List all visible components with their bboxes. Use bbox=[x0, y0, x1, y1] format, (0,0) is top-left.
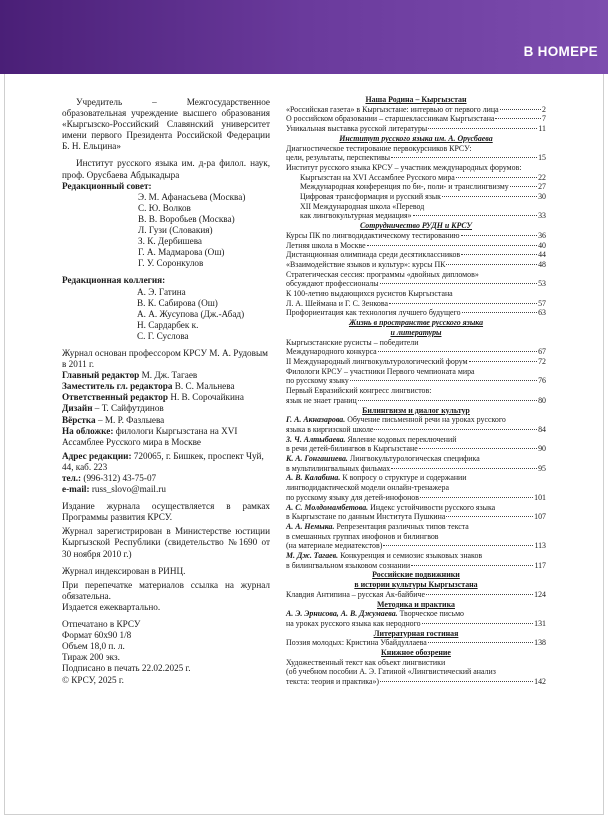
toc-entry[interactable] bbox=[286, 279, 546, 289]
toc-page-number: 131 bbox=[534, 618, 546, 628]
toc-author: З. Ч. Алтыбаева. bbox=[286, 434, 346, 444]
toc-entry-title: Кыргызстанские русисты – победители bbox=[286, 337, 419, 347]
toc-entry-title: Уникальная выставка русской литературы bbox=[286, 124, 428, 134]
phone bbox=[62, 473, 270, 484]
toc-entry-title-line: Лингвокультурологическая специфика bbox=[349, 454, 480, 464]
toc-author: М. Дж. Тагаев. bbox=[286, 551, 339, 561]
toc-entry[interactable] bbox=[286, 182, 546, 192]
toc-entry-title bbox=[286, 415, 546, 425]
email-value: russ_slovo@mail.ru bbox=[91, 484, 166, 495]
toc-page-number: 67 bbox=[538, 347, 546, 357]
phone-label: тел.: bbox=[62, 473, 82, 483]
toc-page-number: 72 bbox=[538, 356, 546, 366]
council-heading: Редакционный совет: bbox=[62, 180, 152, 191]
email-label: e-mail: bbox=[62, 484, 90, 495]
toc-entry[interactable] bbox=[286, 493, 546, 503]
toc-entry-title: Дистанционная олимпиада среди десятиклассников bbox=[286, 250, 461, 260]
toc-entry[interactable] bbox=[286, 124, 546, 134]
toc-page-number: 15 bbox=[538, 153, 546, 163]
toc-section-heading bbox=[286, 318, 546, 337]
toc-entry-title bbox=[286, 503, 546, 513]
toc-entry[interactable] bbox=[286, 677, 546, 687]
toc-page-number: 30 bbox=[538, 192, 546, 202]
toc-entry-title-line: К вопросу о структуре и содержании bbox=[342, 473, 467, 483]
toc-entry[interactable] bbox=[286, 211, 546, 221]
toc-section-heading: Институт русского языка им. А. Орусбаева bbox=[339, 133, 493, 143]
cover-value: филологи Кыргызстана на XVI Ассамблее Русского мира в Москве bbox=[62, 425, 238, 447]
toc-entry[interactable] bbox=[286, 619, 546, 629]
toc-entry-title: Л. А. Шеймана и Г. С. Зенкова bbox=[286, 298, 388, 308]
toc-entry-title: обсуждают профессионалы bbox=[286, 279, 379, 289]
toc-section-heading-line: Жизнь в пространстве русского языка bbox=[348, 318, 484, 328]
quarterly-text: Издается ежеквартально. bbox=[62, 601, 161, 612]
board-member: В. К. Сабирова (Ош) bbox=[137, 297, 218, 308]
responsible-editor bbox=[62, 392, 270, 403]
toc-entry-title: как лингвокультурная медиация» bbox=[300, 211, 412, 221]
imprint-line: Подписано в печать 22.02.2025 г. bbox=[62, 663, 191, 674]
toc-entry-title: Стратегическая сессия: программы «двойных дипломов» bbox=[286, 269, 479, 279]
toc-author: А. С. Молдомамбетова. bbox=[286, 502, 369, 512]
toc-section-heading bbox=[286, 570, 546, 589]
toc-section-heading-line: в истории культуры Кыргызстана bbox=[354, 580, 478, 590]
toc-section-heading-line: Российские подвижники bbox=[372, 570, 460, 580]
toc-entry-title-line: Обучение письменной речи на уроках русского bbox=[347, 415, 506, 425]
toc-entry-title: «Взаимодействие языков и культур»: курсы ПК bbox=[286, 259, 446, 269]
table-of-contents bbox=[286, 95, 546, 687]
toc-entry-title: Клавдия Антипина – русская Ак-байбиче bbox=[286, 589, 425, 599]
reprint-text: При перепечатке материалов ссылка на журнал обязательна. bbox=[62, 579, 270, 601]
board-member: А. А. Жусупова (Дж.-Абад) bbox=[137, 308, 245, 319]
toc-entry[interactable] bbox=[286, 396, 546, 406]
toc-page-number: 22 bbox=[538, 172, 546, 182]
toc-entry-title-line: Репрезентация различных типов текста bbox=[336, 521, 469, 531]
address-label: Адрес редакции: bbox=[62, 450, 132, 461]
section-title: В НОМЕРЕ bbox=[523, 44, 598, 59]
toc-entry-title: II Международный лингвокультурологический форум bbox=[286, 356, 468, 366]
toc-entry[interactable] bbox=[286, 192, 546, 202]
toc-entry[interactable] bbox=[286, 512, 546, 522]
phone-value: (996-312) 43-75-07 bbox=[83, 473, 157, 483]
toc-entry-title: в билингвальном языковом сознании bbox=[286, 560, 411, 570]
toc-entry-title: на уроках русского языка как неродного bbox=[286, 618, 421, 628]
toc-entry[interactable] bbox=[286, 308, 546, 318]
toc-page-number: 40 bbox=[538, 240, 546, 250]
toc-section-heading: Билингвизм и диалог культур bbox=[362, 405, 470, 415]
board-member: С. Г. Суслова bbox=[137, 330, 189, 341]
toc-section-heading: Наша Родина – Кыргызстан bbox=[365, 95, 467, 104]
council-member: С. Ю. Волков bbox=[138, 202, 191, 213]
toc-entry[interactable] bbox=[286, 541, 546, 551]
toc-entry-title bbox=[286, 454, 546, 464]
toc-page-number: 84 bbox=[538, 424, 546, 434]
council-member: Г. У. Соронкулов bbox=[138, 258, 204, 269]
toc-author: А. А. Немыка. bbox=[286, 521, 335, 531]
toc-entry-title-line: Индекс устойчивости русского языка bbox=[370, 502, 496, 512]
chief-editor bbox=[62, 370, 270, 381]
toc-entry[interactable] bbox=[286, 347, 546, 357]
toc-entry[interactable] bbox=[286, 105, 546, 115]
toc-page-number: 11 bbox=[538, 124, 546, 134]
toc-page-number: 27 bbox=[538, 182, 546, 192]
responsible-editor-value: Н. В. Сорочайкина bbox=[170, 392, 244, 403]
toc-entry-title: языка в киргизской школе bbox=[286, 424, 374, 434]
toc-entry[interactable] bbox=[286, 231, 546, 241]
toc-page-number: 57 bbox=[538, 298, 546, 308]
toc-entry-title: в смешанных группах инофонов и билингвов bbox=[286, 531, 439, 541]
layout-label: Вёрстка bbox=[62, 414, 96, 425]
toc-page-number: 48 bbox=[538, 259, 546, 269]
toc-section-heading: Книжное обозрение bbox=[381, 648, 451, 658]
header-banner bbox=[0, 0, 608, 74]
toc-entry-title: Диагностическое тестирование первокурсников КРСУ: bbox=[286, 143, 472, 153]
toc-page-number: 124 bbox=[534, 589, 546, 599]
toc-entry[interactable] bbox=[286, 260, 546, 270]
responsible-editor-label: Ответственный редактор bbox=[62, 392, 169, 403]
toc-author: Г. А. Акназарова. bbox=[286, 415, 346, 425]
toc-page-number: 63 bbox=[538, 308, 546, 318]
toc-entry-title: лингводидактической модели онлайн-тренажера bbox=[286, 483, 449, 493]
toc-page-number: 7 bbox=[542, 114, 546, 124]
toc-entry[interactable] bbox=[286, 376, 546, 386]
toc-entry[interactable] bbox=[286, 114, 546, 124]
founded-text: Журнал основан профессором КРСУ М. А. Рудовым в 2011 г. bbox=[62, 347, 268, 370]
deputy-editor bbox=[62, 381, 270, 392]
toc-entry-title: Международная конференция по би-, поли- и транслингвизму bbox=[300, 182, 509, 192]
toc-entry-title bbox=[286, 551, 546, 561]
toc-entry[interactable] bbox=[286, 638, 546, 648]
toc-author: К. А. Гонгашиева. bbox=[286, 454, 348, 464]
toc-section-heading-line: и литературы bbox=[390, 327, 442, 337]
registration-text: Журнал зарегистрирован в Министерстве юстиции Кыргызской Республики (свидетельство №1690 от 30 ноября 2010 г.) bbox=[62, 526, 270, 559]
toc-entry-title bbox=[286, 609, 546, 619]
rinc-text: Журнал индексирован в РИНЦ. bbox=[62, 565, 186, 576]
toc-page-number: 113 bbox=[534, 541, 546, 551]
toc-entry-title: по русскому языку bbox=[286, 376, 349, 386]
toc-section-heading: Методика и практика bbox=[377, 599, 455, 609]
toc-entry-title: Цифровая трансформация и русский язык bbox=[300, 192, 441, 202]
council-member: З. К. Дербишева bbox=[138, 236, 203, 247]
toc-section-heading: Сотрудничество РУДН и КРСУ bbox=[359, 221, 473, 231]
toc-entry-title: текста: теория и практика») bbox=[286, 677, 380, 687]
toc-entry-title: XII Международная школа «Перевод bbox=[300, 201, 425, 211]
address bbox=[62, 451, 270, 473]
toc-entry[interactable] bbox=[286, 299, 546, 309]
imprint-line: Тираж 200 экз. bbox=[62, 652, 120, 663]
address-value: 720065, г. Бишкек, проспект Чуй, 44, каб. 223 bbox=[62, 450, 264, 472]
imprint-line: Отпечатано в КРСУ bbox=[62, 619, 141, 630]
toc-section-heading: Литературная гостиная bbox=[373, 628, 459, 638]
toc-entry-title: цели, результаты, перспективы bbox=[286, 153, 391, 163]
toc-entry-title: (об учебном пособии А. Э. Гатиной «Лингвистический анализ bbox=[286, 667, 496, 677]
toc-entry-title: в мультилингвальных фильмах bbox=[286, 463, 391, 473]
imprint-line: Формат 60x90 1/8 bbox=[62, 630, 132, 641]
toc-entry[interactable] bbox=[286, 357, 546, 367]
toc-entry[interactable] bbox=[286, 464, 546, 474]
toc-entry-title: Летняя школа в Москве bbox=[286, 240, 366, 250]
design-credit bbox=[62, 403, 270, 414]
chief-editor-label: Главный редактор bbox=[62, 370, 140, 381]
toc-author: А. В. Калабина. bbox=[286, 473, 341, 483]
toc-page-number: 80 bbox=[538, 395, 546, 405]
layout-credit bbox=[62, 415, 270, 426]
copyright: © КРСУ, 2025 г. bbox=[62, 674, 124, 685]
toc-entry-title: Кыргызстан на XVI Ассамблее Русского мира bbox=[300, 172, 455, 182]
board-member: А. Э. Гатина bbox=[137, 286, 186, 297]
design-value: – Т. Сайфутдинов bbox=[94, 403, 164, 414]
toc-entry-title: Профориентация как технология лучшего будущего bbox=[286, 308, 461, 318]
deputy-editor-value: В. С. Мальнева bbox=[174, 381, 235, 392]
toc-entry-title: К 100-летию выдающихся русистов Кыргызстана bbox=[286, 289, 453, 299]
toc-entry-title: Художественный текст как объект лингвистики bbox=[286, 657, 446, 667]
founder-text: Учредитель – Межгосударственное образовательная учреждение высшего образования «Кыргызско-Российский Славянский университет имени первого Президента Российской Федерации Б. Н. Ельцина» bbox=[62, 97, 270, 152]
toc-entry-title: Первый Евразийский конгресс лингвистов: bbox=[286, 386, 432, 396]
toc-page-number: 44 bbox=[538, 250, 546, 260]
toc-page-number: 2 bbox=[542, 104, 546, 114]
toc-author: А. Э. Эрнисова, А. В. Джумаева. bbox=[286, 609, 398, 619]
toc-page-number: 142 bbox=[534, 677, 546, 687]
toc-entry-title bbox=[286, 522, 546, 532]
program-text: Издание журнала осуществляется в рамках Программы развития КРСУ. bbox=[62, 501, 270, 523]
toc-entry-title: (на материале медиатекстов) bbox=[286, 541, 383, 551]
toc-entry-title: Институт русского языка КРСУ – участник международных форумов: bbox=[286, 162, 522, 172]
toc-entry[interactable] bbox=[286, 250, 546, 260]
toc-page-number: 117 bbox=[534, 560, 546, 570]
imprint-column bbox=[62, 97, 270, 686]
toc-page-number: 36 bbox=[538, 230, 546, 240]
toc-page-number: 76 bbox=[538, 376, 546, 386]
toc-page-number: 90 bbox=[538, 444, 546, 454]
council-member: Г. А. Мадмарова (Ош) bbox=[138, 247, 225, 258]
email bbox=[62, 484, 270, 495]
toc-entry-title: в Кыргызстане по данным Института Пушкина bbox=[286, 512, 446, 522]
cover-label: На обложке: bbox=[62, 425, 114, 436]
layout-value: – М. Р. Фазлыева bbox=[97, 414, 165, 425]
design-label: Дизайн bbox=[62, 403, 93, 414]
council-member: Э. М. Афанасьева (Москва) bbox=[138, 191, 246, 202]
board-heading: Редакционная коллегия: bbox=[62, 275, 166, 286]
toc-page-number: 53 bbox=[538, 279, 546, 289]
toc-page-number: 138 bbox=[534, 638, 546, 648]
chief-editor-value: М. Дж. Тагаев bbox=[141, 370, 198, 381]
institute-text: Институт русского языка им. д-ра филол. наук, проф. Орусбаева Абдыкадыра bbox=[62, 158, 270, 180]
toc-entry-title: О российском образовании – старшеклассникам Кыргызстана bbox=[286, 114, 495, 124]
toc-entry[interactable] bbox=[286, 590, 546, 600]
toc-entry[interactable] bbox=[286, 561, 546, 571]
toc-entry[interactable] bbox=[286, 444, 546, 454]
deputy-editor-label: Заместитель гл. редактора bbox=[62, 381, 173, 392]
toc-entry-title-line: Явление кодовых переключений bbox=[347, 434, 457, 444]
cover-credit bbox=[62, 426, 270, 448]
toc-entry[interactable] bbox=[286, 241, 546, 251]
council-member: Л. Гузи (Словакия) bbox=[138, 225, 213, 236]
imprint-line: Объем 18,0 п. л. bbox=[62, 641, 125, 652]
toc-entry[interactable] bbox=[286, 153, 546, 163]
toc-entry-title: Курсы ПК по лингводидактическому тестированию bbox=[286, 230, 460, 240]
toc-entry-title: язык не знает границ bbox=[286, 395, 357, 405]
toc-entry-title: по русскому языку для детей-инофонов bbox=[286, 492, 419, 502]
toc-page-number: 33 bbox=[538, 211, 546, 221]
toc-entry-title: Поэзия молодых: Кристина Убайдуллаева bbox=[286, 638, 427, 648]
council-member: В. В. Воробьев (Москва) bbox=[138, 213, 235, 224]
toc-entry-title: Международного конкурса bbox=[286, 347, 377, 357]
toc-entry[interactable] bbox=[286, 425, 546, 435]
toc-page-number: 101 bbox=[534, 492, 546, 502]
toc-entry-title-line: Конкуренция и семиозис языковых знаков bbox=[340, 551, 483, 561]
toc-entry-title: «Российская газета» в Кыргызстане: интервью от первого лица bbox=[286, 104, 499, 114]
toc-page-number: 107 bbox=[534, 512, 546, 522]
toc-entry-title: в речи детей-билингвов в Кыргызстане bbox=[286, 444, 418, 454]
toc-entry-title-line: Творческое письмо bbox=[399, 609, 465, 619]
toc-entry-title: Филологи КРСУ – участники Первого чемпионата мира bbox=[286, 366, 475, 376]
board-member: Н. Сардарбек к. bbox=[137, 319, 199, 330]
toc-page-number: 95 bbox=[538, 463, 546, 473]
toc-entry-title bbox=[286, 473, 546, 483]
toc-entry-title bbox=[286, 435, 546, 445]
toc-entry[interactable] bbox=[286, 173, 546, 183]
